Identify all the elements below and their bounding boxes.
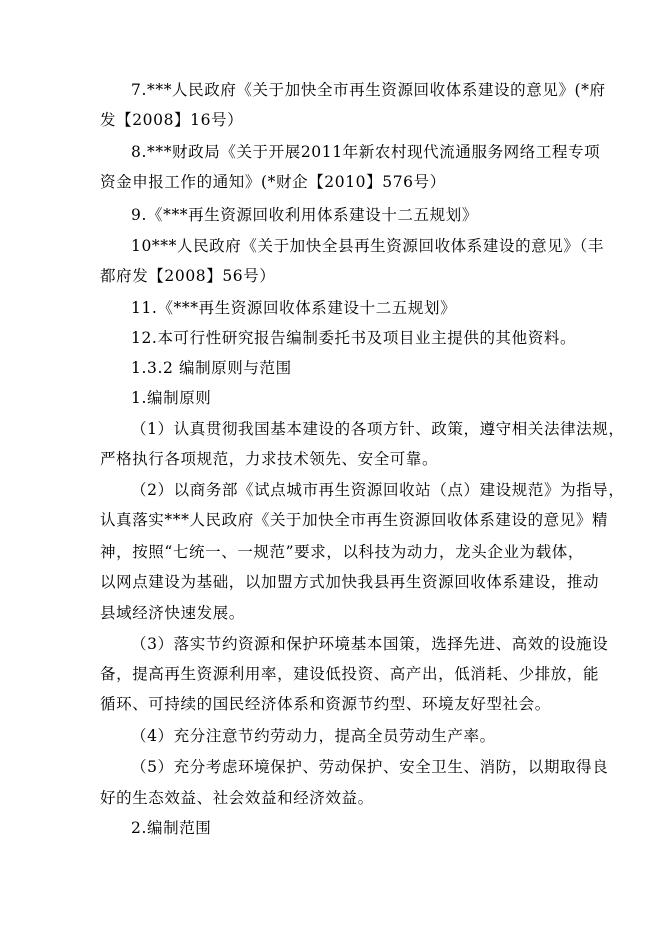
principle-2-cont-2: 神，按照“七统一、一规范”要求，以科技为动力，龙头企业为载体， [100, 543, 584, 561]
list-item-10-cont: 都府发【2008】56号） [100, 267, 276, 285]
principle-1: （1）认真贯彻我国基本建设的各项方针、政策，遵守相关法律法规， [131, 420, 625, 438]
principle-2-cont-3: 以网点建设为基础，以加盟方式加快我县再生资源回收体系建设，推动 [100, 573, 600, 591]
list-item-8-cont: 资金申报工作的通知》(*财企【2010】576号） [100, 173, 446, 191]
principle-1-cont: 严格执行各项规范，力求技术领先、安全可靠。 [100, 450, 439, 468]
principle-5: （5）充分考虑环境保护、劳动保护、安全卫生、消防，以期取得良 [131, 758, 609, 776]
principle-5-cont: 好的生态效益、社会效益和经济效益。 [100, 789, 374, 807]
principle-2-cont-1: 认真落实***人民政府《关于加快全市再生资源回收体系建设的意见》精 [100, 511, 609, 529]
list-item-7-cont: 发【2008】16号） [100, 111, 244, 129]
subsection-heading-scope: 2.编制范围 [131, 819, 212, 837]
principle-3: （3）落实节约资源和保护环境基本国策，选择先进、高效的设施设 [131, 635, 609, 653]
principle-3-cont-2: 循环、可持续的国民经济体系和资源节约型、环境友好型社会。 [100, 695, 551, 713]
principle-4: （4）充分注意节约劳动力，提高全员劳动生产率。 [131, 727, 496, 745]
subsection-heading-principles: 1.编制原则 [131, 389, 212, 407]
section-heading-1-3-2: 1.3.2 编制原则与范围 [131, 359, 292, 377]
list-item-8: 8.***财政局《关于开展2011年新农村现代流通服务网络工程专项 [131, 143, 601, 161]
principle-3-cont-1: 备，提高再生资源利用率，建设低投资、高产出，低消耗、少排放，能 [100, 665, 600, 683]
principle-2-cont-4: 县域经济快速发展。 [100, 604, 245, 622]
principle-2: （2）以商务部《试点城市再生资源回收站（点）建设规范》为指导， [131, 481, 625, 499]
list-item-11: 11.《***再生资源回收体系建设十二五规划》 [131, 299, 457, 317]
list-item-7: 7.***人民政府《关于加快全市再生资源回收体系建设的意见》(*府 [131, 81, 606, 99]
list-item-10: 10***人民政府《关于加快全县再生资源回收体系建设的意见》（丰 [131, 237, 604, 255]
list-item-9: 9.《***再生资源回收利用体系建设十二五规划》 [131, 206, 478, 224]
list-item-12: 12.本可行性研究报告编制委托书及项目业主提供的其他资料。 [131, 329, 577, 347]
